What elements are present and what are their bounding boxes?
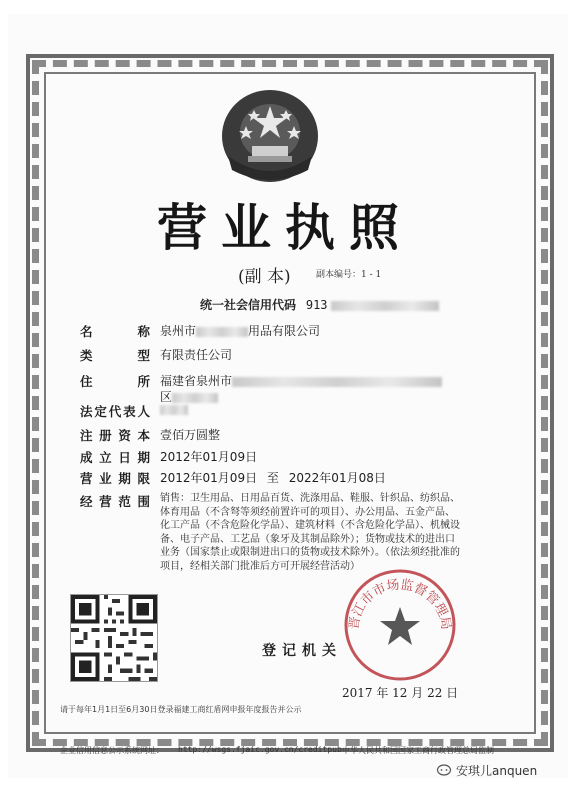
scope-label: 经营范围 xyxy=(80,494,150,509)
credit-code-label: 统一社会信用代码 xyxy=(200,298,297,312)
type-value: 有限责任公司 xyxy=(160,348,233,362)
license-title: 营业执照 xyxy=(157,198,413,257)
term-to: 至 xyxy=(266,471,279,485)
term-label: 营业期限 xyxy=(80,471,150,486)
svg-text:晋江市市场监督管理局: 晋江市市场监督管理局 xyxy=(346,577,454,631)
scope-value: 销售：卫生用品、日用品百货、洗涤用品、鞋服、针织品、纺织品、体育用品（不含弩等须经前置许可的项目）、办公用品、五金产品、化工产品（不含危险化学品）、建筑材料（不含危险化学品）、机械设备、电子产品、工艺品（象牙及其制品除外）；货物或技术的进出口业务（国家禁止或限制进出口的货物或技术除外）。（依法须经批准的项目，经相关部门批准后方可开展经营活动） xyxy=(160,493,460,572)
legal-rep-label: 法定代表人 xyxy=(80,404,150,419)
copy-number: 副本编号：1 - 1 xyxy=(316,270,382,280)
name-value-prefix: 泉州市 xyxy=(160,324,197,338)
issue-date: 2017 年 12 月 22 日 xyxy=(342,686,459,700)
established-value: 2012年01月09日 xyxy=(160,450,258,464)
type-label: 类 型 xyxy=(80,348,150,363)
name-label: 名 称 xyxy=(80,324,150,339)
redacted-address xyxy=(232,377,442,387)
redacted-credit-code xyxy=(331,301,439,311)
official-seal-icon xyxy=(340,565,460,685)
qr-code-icon[interactable] xyxy=(70,594,158,682)
registration-authority-label: 登记机关 xyxy=(262,643,342,659)
address-value-line2: 区 xyxy=(160,388,218,405)
redacted-address-line2 xyxy=(172,393,218,403)
address-value xyxy=(160,372,442,389)
name-value-suffix: 用品有限公司 xyxy=(248,324,321,338)
established-label: 成立日期 xyxy=(80,450,150,465)
legal-rep-value xyxy=(160,402,188,416)
credit-code-row xyxy=(200,296,439,313)
address-value-prefix: 福建省泉州市 xyxy=(160,374,233,388)
term-end: 2022年01月08日 xyxy=(288,471,386,485)
capital-label: 注册资本 xyxy=(80,428,150,443)
watermark-text: 安琪儿anquen xyxy=(456,764,538,778)
source-watermark xyxy=(436,762,537,779)
credit-code-value: 913 xyxy=(305,298,328,312)
term-start: 2012年01月09日 xyxy=(160,471,258,485)
national-emblem-icon xyxy=(218,86,322,186)
term-value xyxy=(160,469,386,486)
qr-note: 请于每年1月1日至6月30日登录福建工商红盾网申报年度报告并公示 xyxy=(60,705,302,714)
address-label: 住 所 xyxy=(80,374,150,389)
footer-issuer: 中华人民共和国国家工商行政管理总局监制 xyxy=(342,746,494,755)
copy-label: (副 本) xyxy=(238,267,291,287)
capital-value: 壹佰万圆整 xyxy=(160,428,221,442)
footer-site-label: 企业信用信息公示系统网址： xyxy=(60,746,164,755)
redacted-legal-rep xyxy=(160,405,188,415)
name-value xyxy=(160,322,320,339)
redacted-name xyxy=(196,327,248,337)
chat-bubble-icon xyxy=(436,763,452,779)
footer-url-link[interactable]: http://wsgs.fjaic.gov.cn/creditpub xyxy=(178,745,342,754)
